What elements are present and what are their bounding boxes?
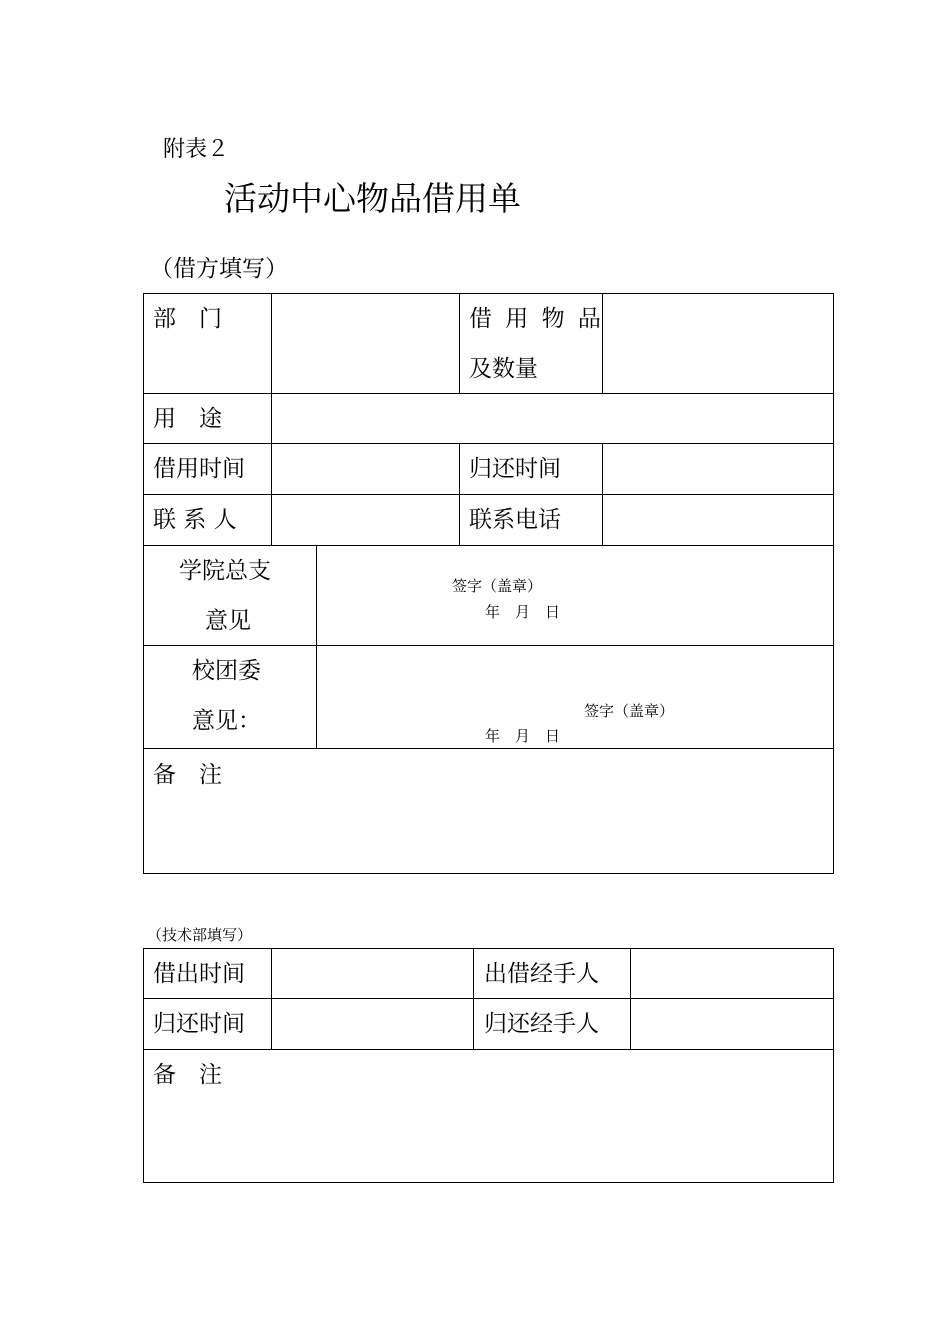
- row-divider: [143, 645, 834, 646]
- tech-remarks-label: 备 注: [153, 1062, 222, 1088]
- col-divider: [271, 293, 272, 545]
- contact-label: 联 系 人: [153, 507, 237, 533]
- col-divider: [459, 443, 460, 545]
- tech-section-label: （技术部填写）: [147, 926, 253, 944]
- items-label-line1: 借 用 物 品: [469, 306, 604, 332]
- form-title: 活动中心物品借用单: [224, 179, 521, 218]
- college-opinion-label-line2: 意见: [205, 608, 251, 634]
- row-divider: [143, 443, 834, 444]
- row-divider: [143, 545, 834, 546]
- row-divider: [143, 494, 834, 495]
- borrow-time-label: 借用时间: [153, 456, 245, 482]
- college-opinion-label-line1: 学院总支: [179, 558, 271, 584]
- lend-time-label: 借出时间: [153, 961, 245, 987]
- contact-phone-label: 联系电话: [469, 507, 561, 533]
- league-opinion-label-line1: 校团委: [192, 658, 261, 684]
- college-signature-label: 签字（盖章）: [452, 577, 543, 595]
- college-date-label: 年 月 日: [485, 603, 561, 621]
- col-divider: [316, 545, 317, 748]
- row-divider: [143, 998, 834, 999]
- league-signature-label: 签字（盖章）: [584, 702, 675, 720]
- appendix-label: 附表２: [163, 137, 230, 162]
- row-divider: [143, 748, 834, 749]
- league-opinion-label-line2: 意见：: [192, 708, 261, 734]
- return-time-label: 归还时间: [469, 456, 561, 482]
- col-divider: [630, 948, 631, 1049]
- tech-return-time-label: 归还时间: [153, 1011, 245, 1037]
- col-divider: [473, 948, 474, 1049]
- col-divider: [271, 948, 272, 1049]
- col-divider: [602, 443, 603, 545]
- remarks-label: 备 注: [153, 762, 222, 788]
- league-date-label: 年 月 日: [485, 727, 561, 745]
- items-label-line2: 及数量: [469, 356, 538, 382]
- col-divider: [459, 293, 460, 393]
- borrower-section-label: （借方填写）: [150, 256, 288, 282]
- department-label: 部 门: [153, 306, 222, 332]
- return-handler-label: 归还经手人: [484, 1011, 599, 1037]
- purpose-label: 用 途: [153, 406, 222, 432]
- row-divider: [143, 393, 834, 394]
- row-divider: [143, 1049, 834, 1050]
- lend-handler-label: 出借经手人: [484, 961, 599, 987]
